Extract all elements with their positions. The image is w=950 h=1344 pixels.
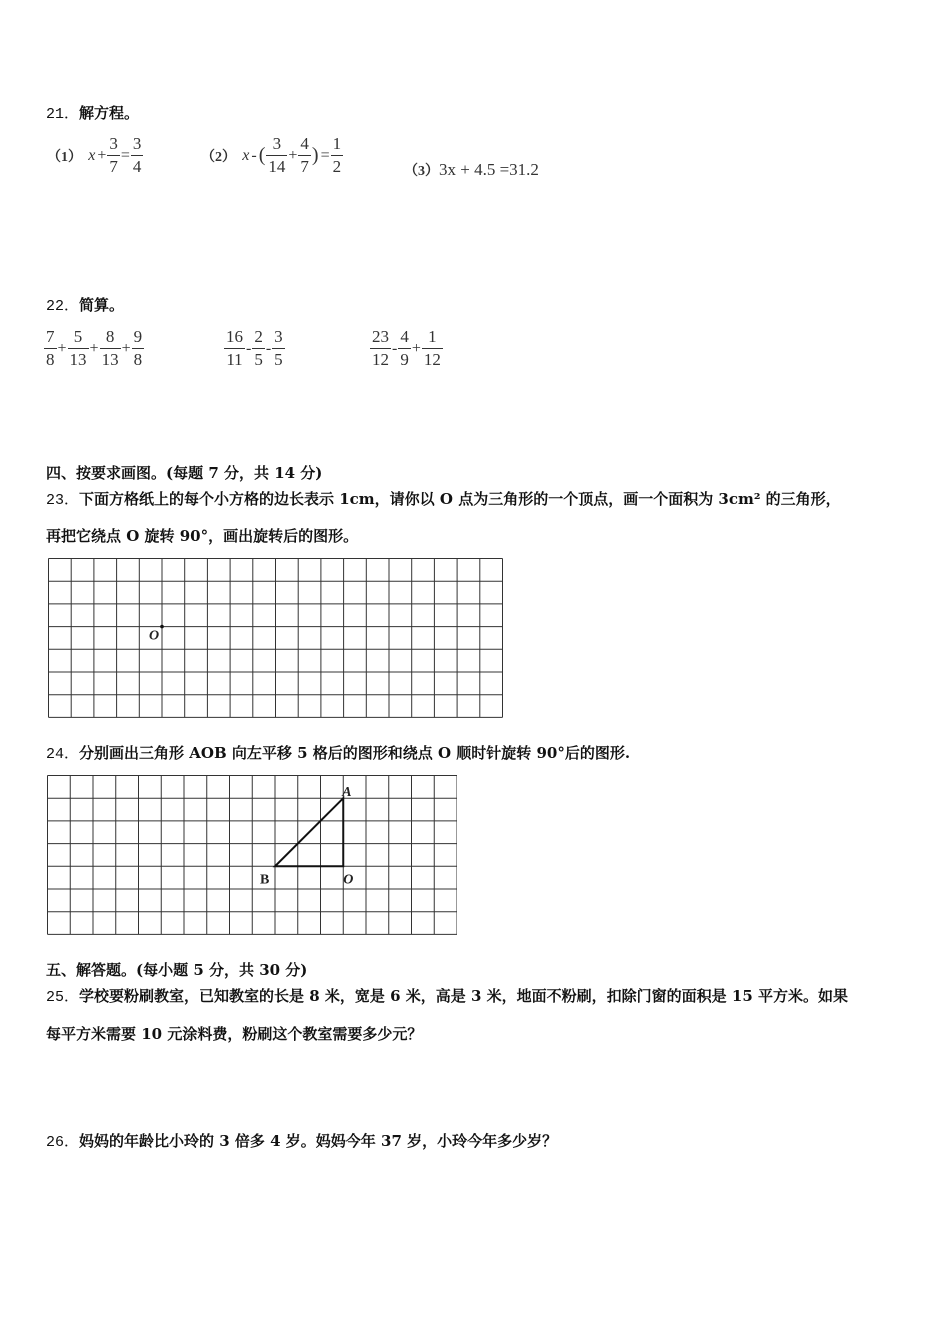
fraction: $\frac{16}{11}$ — [226, 327, 243, 369]
q21-heading — [46, 102, 139, 123]
left-paren: ( — [258, 144, 266, 166]
q24-line — [46, 742, 630, 763]
q22-expression-2 — [224, 326, 285, 371]
fraction: $\frac{3}{5}$ — [274, 327, 283, 369]
operator: + — [411, 339, 421, 357]
q21-expression-3: 3x + 4.5 =31.2 — [439, 160, 539, 179]
q25-line-1 — [46, 985, 848, 1006]
q26-text: 妈妈的年龄比小玲的 3 倍多 4 岁。妈妈今年 37 岁，小玲今年多少岁？ — [79, 1132, 558, 1150]
point-o — [160, 625, 164, 629]
equals-sign: = — [120, 146, 130, 164]
q24-text: 分别画出三角形 AOB 向左平移 5 格后的图形和绕点 O 顺时针旋转 90°后的图形. — [79, 744, 631, 762]
section-5-title: 五、解答题。(每小题 5 分，共 30 分) — [46, 961, 308, 979]
q25-text-1: 学校要粉刷教室，已知教室的长是 8 米，宽是 6 米，高是 3 米，地面不粉刷，扣除门窗的面积是 15 平方米。如果 — [79, 987, 848, 1005]
operator: + — [97, 146, 107, 164]
q25-number: 25． — [46, 989, 80, 1006]
q23-line-2: 再把它绕点 O 旋转 90°，画出旋转后的图形。 — [46, 527, 359, 545]
variable-x: x — [242, 146, 250, 164]
q21-equation-1 — [46, 133, 143, 178]
q26-line — [46, 1130, 557, 1151]
fraction: $\frac{5}{13}$ — [69, 327, 87, 369]
variable-x: x — [88, 146, 96, 164]
operator: + — [89, 339, 99, 357]
fraction: $\frac{3}{4}$ — [132, 134, 142, 176]
point-b-label: B — [260, 872, 270, 888]
fraction: $\frac{23}{12}$ — [372, 327, 389, 369]
q21-equation-3 — [404, 160, 539, 180]
q22-title: 简算。 — [79, 296, 125, 314]
fraction: $\frac{7}{8}$ — [46, 327, 55, 369]
fraction: $\frac{1}{12}$ — [423, 327, 441, 369]
operator: + — [288, 146, 298, 164]
equals-sign: = — [320, 146, 330, 164]
q23-grid — [48, 558, 504, 720]
fraction: $\frac{4}{7}$ — [300, 134, 309, 176]
q23-text-1: 下面方格纸上的每个小方格的边长表示 1cm，请你以 O 点为三角形的一个顶点，画一个面积为 3cm² 的三角形， — [79, 490, 841, 508]
section-4-title: 四、按要求画图。(每题 7 分，共 14 分) — [46, 464, 323, 482]
fraction: $\frac{3}{14}$ — [268, 134, 286, 176]
q21-title: 解方程。 — [79, 104, 140, 122]
point-a-label: A — [342, 785, 352, 801]
q21-equation-2 — [200, 133, 343, 178]
point-o-label: O — [343, 872, 354, 888]
operator: - — [392, 339, 398, 357]
q22-number: 22． — [46, 298, 80, 315]
q24-grid — [47, 775, 457, 937]
fraction: $\frac{3}{7}$ — [109, 134, 118, 176]
q24-number: 24． — [46, 746, 80, 763]
q21-label-3: （3） — [404, 164, 439, 179]
q22-expression-1 — [44, 326, 144, 371]
q23-line-1 — [46, 488, 841, 509]
q26-number: 26． — [46, 1134, 80, 1151]
fraction: $\frac{9}{8}$ — [133, 327, 143, 369]
q22-heading — [46, 294, 124, 315]
operator: + — [57, 339, 67, 357]
q21-label-1: （1） — [47, 149, 82, 165]
operator: - — [246, 339, 252, 357]
operator: - — [265, 339, 272, 357]
fraction: $\frac{8}{13}$ — [101, 327, 119, 369]
q22-expression-3 — [370, 326, 443, 371]
point-o-label: O — [149, 628, 160, 644]
q23-number: 23． — [46, 492, 80, 509]
q25-line-2: 每平方米需要 10 元涂料费，粉刷这个教室需要多少元？ — [46, 1025, 423, 1043]
right-paren: ) — [311, 144, 319, 166]
operator: - — [251, 146, 257, 164]
q21-number: 21． — [46, 106, 80, 123]
fraction: $\frac{4}{9}$ — [400, 327, 409, 369]
fraction: $\frac{2}{5}$ — [254, 327, 263, 369]
triangle-aob — [275, 798, 343, 866]
fraction: $\frac{1}{2}$ — [332, 134, 342, 176]
operator: + — [121, 339, 131, 357]
q21-label-2: （2） — [201, 149, 236, 165]
